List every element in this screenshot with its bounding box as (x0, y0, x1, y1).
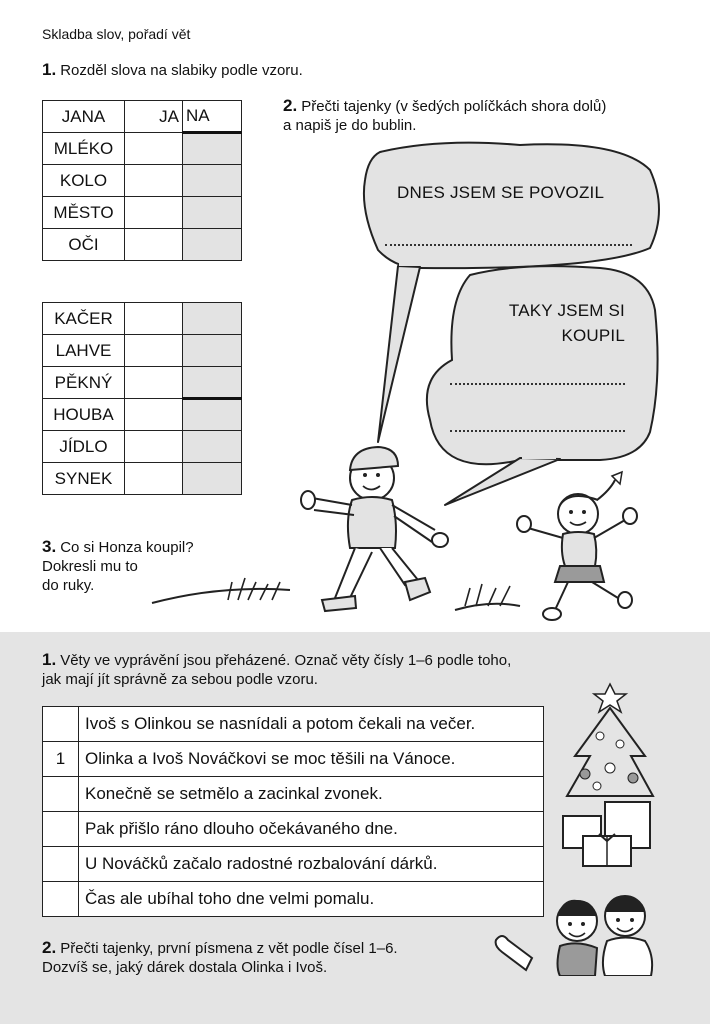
bubble2-answer-line-1[interactable] (450, 383, 625, 385)
word-cell: PĚKNÝ (43, 367, 125, 399)
task2-line1: Přečti tajenky (v šedých políčkách shora dolů) (301, 98, 607, 115)
table-row (43, 777, 544, 812)
bubble2-line2: KOUPIL (561, 326, 625, 345)
sentence-text: Ivoš s Olinkou se nasnídali a potom čekali na večer. (79, 707, 544, 742)
order-number-field[interactable] (43, 847, 79, 882)
example-syllable-2: NA (183, 101, 242, 133)
girl-figure (517, 472, 637, 620)
word-cell: HOUBA (43, 399, 125, 431)
word-cell: MĚSTO (43, 197, 125, 229)
order-number-field[interactable] (43, 707, 79, 742)
bubble1-answer-line[interactable] (385, 244, 632, 246)
word-cell: SYNEK (43, 463, 125, 495)
task3-number: 3. (42, 537, 57, 556)
gift-boxes (563, 802, 650, 866)
order-number-field[interactable] (43, 777, 79, 812)
example-syllable-1: JA (125, 101, 183, 133)
bubble2-text (460, 298, 625, 348)
bubble2-answer-line-2[interactable] (450, 430, 625, 432)
boy-figure (301, 447, 448, 611)
task1-number: 1. (42, 60, 57, 79)
task3-line1: Co si Honza koupil? (60, 539, 194, 556)
table-row (43, 707, 544, 742)
waving-hand-icon (492, 930, 562, 976)
word-cell: JÍDLO (43, 431, 125, 463)
table-row (43, 812, 544, 847)
sentence-table (42, 706, 544, 917)
order-number-field[interactable] (43, 812, 79, 847)
word-cell: KAČER (43, 303, 125, 335)
bubble1-text: DNES JSEM SE POVOZIL (397, 183, 605, 202)
christmas-illustration (555, 676, 665, 976)
sentence-text: Pak přišlo ráno dlouho očekávaného dne. (79, 812, 544, 847)
page-header: Skladba slov, pořadí vět (42, 26, 191, 42)
table-row (43, 882, 544, 917)
sec2-task1-line1: Věty ve vyprávění jsou přeházené. Označ věty čísly 1–6 podle toho, (60, 652, 512, 669)
task3-instruction (42, 537, 194, 595)
order-number-field[interactable] (43, 882, 79, 917)
sec2-task1-line2: jak mají jít správně za sebou podle vzoru. (42, 671, 318, 688)
bubble2-line1: TAKY JSEM SI (508, 301, 625, 320)
sec2-task2-instruction (42, 938, 398, 977)
word-cell: OČI (43, 229, 125, 261)
sentence-text: Konečně se setmělo a zacinkal zvonek. (79, 777, 544, 812)
table-row (43, 847, 544, 882)
sentence-text: Olinka a Ivoš Nováčkovi se moc těšili na Vánoce. (79, 742, 544, 777)
task3-line3: do ruky. (42, 577, 95, 594)
sec2-task1-instruction (42, 650, 511, 689)
task2-number: 2. (283, 96, 298, 115)
sentence-text: Čas ale ubíhal toho dne velmi pomalu. (79, 882, 544, 917)
table-row (43, 742, 544, 777)
task1-text: Rozděl slova na slabiky podle vzoru. (60, 62, 303, 79)
task3-line2: Dokresli mu to (42, 558, 138, 575)
sec2-task1-number: 1. (42, 650, 57, 669)
word-cell: MLÉKO (43, 133, 125, 165)
sec2-task2-line1: Přečti tajenky, první písmena z vět podle čísel 1–6. (60, 940, 398, 957)
example-word: JANA (43, 101, 125, 133)
children-faces (557, 896, 652, 976)
word-cell: LAHVE (43, 335, 125, 367)
sec2-task2-number: 2. (42, 938, 57, 957)
sentence-text: U Nováčků začalo radostné rozbalování dárků. (79, 847, 544, 882)
task2-line2: a napiš je do bublin. (283, 117, 417, 134)
christmas-tree (567, 684, 653, 796)
sec2-task2-line2: Dozvíš se, jaký dárek dostala Olinka i Ivoš. (42, 959, 328, 976)
word-cell: KOLO (43, 165, 125, 197)
order-number-field[interactable]: 1 (43, 742, 79, 777)
